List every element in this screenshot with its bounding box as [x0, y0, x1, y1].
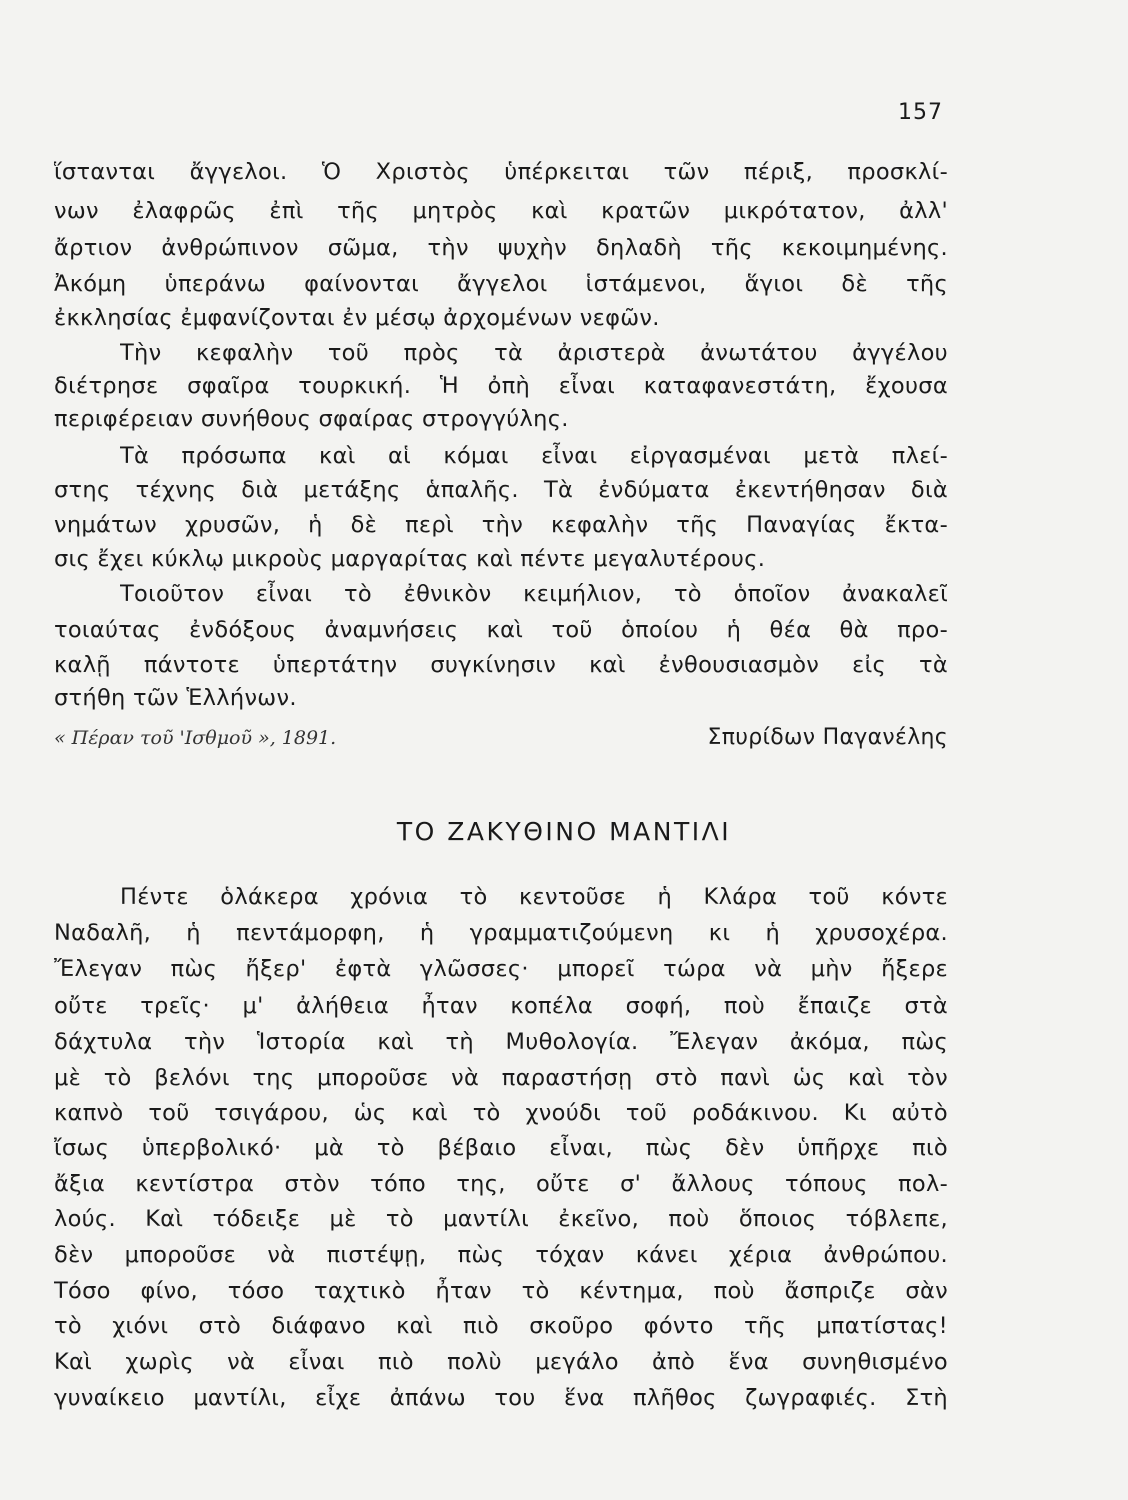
text-line: Πέντε ὁλάκερα χρόνια τὸ κεντοῦσε ἡ Κλάρα τοῦ κόντε	[120, 884, 948, 910]
text-line: ἴσως ὑπερβολικό· μὰ τὸ βέβαιο εἶναι, πὼς δὲν ὑπῆρχε πιὸ	[54, 1135, 948, 1161]
text-line: Τὴν κεφαλὴν τοῦ πρὸς τὰ ἀριστερὰ ἀνωτάτου ἀγγέλου	[120, 340, 948, 366]
text-line: περιφέρειαν συνήθους σφαίρας στρογγύλης.	[54, 406, 569, 432]
attribution-line	[54, 720, 948, 756]
section-title: ΤΟ ΖΑΚΥΘΙΝΟ ΜΑΝΤΙΛΙ	[396, 817, 732, 846]
text-line: δάχτυλα τὴν Ἱστορία καὶ τὴ Μυθολογία. Ἔλεγαν ἀκόμα, πὼς	[54, 1029, 948, 1055]
text-line: διέτρησε σφαῖρα τουρκική. Ἡ ὀπὴ εἶναι καταφανεστάτη, ἔχουσα	[54, 373, 948, 399]
text-line: Ἔλεγαν πὼς ἤξερ' ἐφτὰ γλῶσσες· μπορεῖ τώρα νὰ μὴν ἤξερε	[54, 956, 948, 982]
text-line: οὔτε τρεῖς· μ' ἀλήθεια ἦταν κοπέλα σοφή, ποὺ ἔπαιζε στὰ	[54, 993, 948, 1019]
text-line: δὲν μποροῦσε νὰ πιστέψῃ, πὼς τόχαν κάνει χέρια ἀνθρώπου.	[54, 1242, 948, 1268]
text-line: καλῇ πάντοτε ὑπερτάτην συγκίνησιν καὶ ἐνθουσιασμὸν εἰς τὰ	[54, 652, 948, 678]
text-line: τοιαύτας ἐνδόξους ἀναμνήσεις καὶ τοῦ ὁποίου ἡ θέα θὰ προ-	[54, 617, 948, 643]
author-signature: Σπυρίδων Παγανέλης	[707, 725, 948, 750]
text-line: Τοιοῦτον εἶναι τὸ ἐθνικὸν κειμήλιον, τὸ ὁποῖον ἀνακαλεῖ	[120, 581, 948, 607]
text-line: γυναίκειο μαντίλι, εἶχε ἀπάνω του ἕνα πλῆθος ζωγραφιές. Στὴ	[54, 1385, 948, 1411]
text-line: νημάτων χρυσῶν, ἡ δὲ περὶ τὴν κεφαλὴν τῆς Παναγίας ἔκτα-	[54, 512, 948, 538]
text-line: σις ἔχει κύκλῳ μικροὺς μαργαρίτας καὶ πέντε μεγαλυτέρους.	[54, 546, 766, 572]
text-line: Καὶ χωρὶς νὰ εἶναι πιὸ πολὺ μεγάλο ἀπὸ ἕνα συνηθισμένο	[54, 1349, 948, 1375]
text-line: ἄξια κεντίστρα στὸν τόπο της, οὔτε σ' ἄλλους τόπους πολ-	[54, 1171, 948, 1197]
text-line: ἄρτιον ἀνθρώπινον σῶμα, τὴν ψυχὴν δηλαδὴ τῆς κεκοιμημένης.	[54, 235, 948, 261]
source-citation: « Πέραν τοῦ 'Ισθμοῦ », 1891.	[54, 727, 337, 749]
text-line: Ἀκόμη ὑπεράνω φαίνονται ἄγγελοι ἱστάμενοι, ἅγιοι δὲ τῆς	[54, 271, 948, 297]
text-line: Τὰ πρόσωπα καὶ αἱ κόμαι εἶναι εἰργασμέναι μετὰ πλεί-	[120, 443, 948, 469]
text-line: στης τέχνης διὰ μετάξης ἁπαλῆς. Τὰ ἐνδύματα ἐκεντήθησαν διὰ	[54, 477, 948, 503]
text-line: λούς. Καὶ τόδειξε μὲ τὸ μαντίλι ἐκεῖνο, ποὺ ὅποιος τόβλεπε,	[54, 1206, 948, 1232]
text-line: νων ἐλαφρῶς ἐπὶ τῆς μητρὸς καὶ κρατῶν μικρότατον, ἀλλ'	[54, 198, 948, 224]
text-line: ἵστανται ἄγγελοι. Ὁ Χριστὸς ὑπέρκειται τῶν πέριξ, προσκλί-	[54, 159, 948, 185]
text-line: Ναδαλῆ, ἡ πεντάμορφη, ἡ γραμματιζούμενη κι ἡ χρυσοχέρα.	[54, 920, 948, 946]
page-number: 157	[898, 100, 943, 125]
text-line: τὸ χιόνι στὸ διάφανο καὶ πιὸ σκοῦρο φόντο τῆς μπατίστας!	[54, 1313, 948, 1339]
text-line: μὲ τὸ βελόνι της μποροῦσε νὰ παραστήσῃ στὸ πανὶ ὡς καὶ τὸν	[54, 1065, 948, 1091]
text-line: στήθη τῶν Ἑλλήνων.	[54, 685, 297, 711]
text-line: Τόσο φίνο, τόσο ταχτικὸ ἦταν τὸ κέντημα, ποὺ ἄσπριζε σὰν	[54, 1278, 948, 1304]
text-line: ἐκκλησίας ἐμφανίζονται ἐν μέσῳ ἀρχομένων νεφῶν.	[54, 305, 660, 331]
text-line: καπνὸ τοῦ τσιγάρου, ὡς καὶ τὸ χνούδι τοῦ ροδάκινου. Κι αὐτὸ	[54, 1100, 948, 1126]
